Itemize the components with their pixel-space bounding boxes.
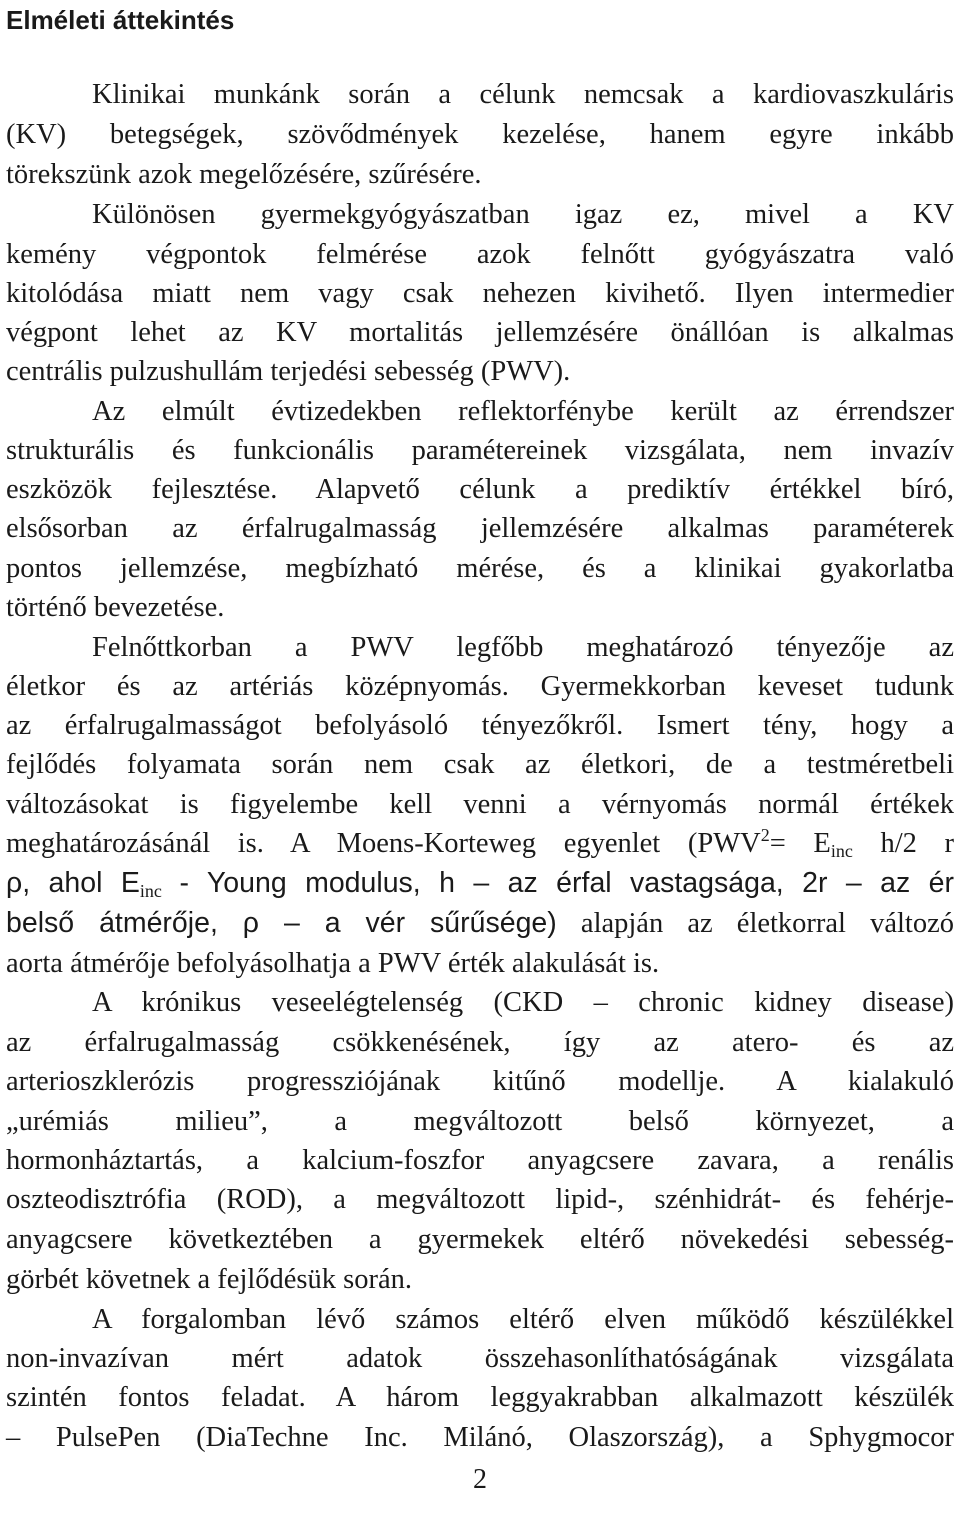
text-line: non-invazívan mért adatok összehasonlíthatóságának vizsgálata bbox=[6, 1343, 954, 1374]
text-line: hormonháztartás, a kalcium-foszfor anyagcsere zavara, a renális bbox=[6, 1145, 954, 1176]
text-line: (KV) betegségek, szövődmények kezelése, hanem egyre inkább bbox=[6, 119, 954, 150]
text-line: törekszünk azok megelőzésére, szűrésére. bbox=[6, 159, 482, 190]
text-segment: ρ, ahol E bbox=[6, 867, 140, 899]
text-line: Klinikai munkánk során a célunk nemcsak a kardiovaszkuláris bbox=[92, 79, 954, 110]
text-line: A forgalomban lévő számos eltérő elven működő készülékkel bbox=[92, 1304, 954, 1335]
text-line: kitolódása miatt nem vagy csak nehezen kivihető. Ilyen intermedier bbox=[6, 278, 954, 309]
text-line: életkor és az artériás középnyomás. Gyermekkorban keveset tudunk bbox=[6, 671, 954, 702]
text-segment: = E bbox=[769, 828, 831, 859]
text-line: történő bevezetése. bbox=[6, 592, 225, 623]
text-line: elsősorban az érfalrugalmasság jellemzésére alkalmas paraméterek bbox=[6, 513, 954, 544]
text-line: arterioszklerózis progressziójának kitűnő modellje. A kialakuló bbox=[6, 1066, 954, 1097]
subscript: inc bbox=[139, 881, 162, 901]
text-line: pontos jellemzése, megbízható mérése, és a klinikai gyakorlatba bbox=[6, 553, 954, 584]
text-segment: meghatározásánál is. A Moens-Korteweg egyenlet (PWV bbox=[6, 828, 761, 859]
formula-line bbox=[6, 904, 954, 943]
text-line: centrális pulzushullám terjedési sebesség (PWV). bbox=[6, 356, 571, 387]
text-line: az érfalrugalmasságot befolyásoló tényezőkről. Ismert tény, hogy a bbox=[6, 710, 954, 741]
formula-line bbox=[6, 824, 954, 863]
text-segment: alapján az életkorral változó bbox=[580, 908, 954, 939]
subscript: inc bbox=[830, 841, 853, 861]
text-line: szintén fontos feladat. A három leggyakrabban alkalmazott készülék bbox=[6, 1382, 954, 1413]
page-number: 2 bbox=[473, 1464, 487, 1495]
text-line: A krónikus veseelégtelenség (CKD – chronic kidney disease) bbox=[92, 987, 954, 1018]
text-line: változásokat is figyelembe kell venni a vérnyomás normál értékek bbox=[6, 789, 954, 820]
text-line: kemény végpontok felmérése azok felnőtt gyógyászatra való bbox=[6, 239, 954, 270]
text-line: végpont lehet az KV mortalitás jellemzésére önállóan is alkalmas bbox=[6, 317, 954, 348]
text-line: aorta átmérője befolyásolhatja a PWV érték alakulását is. bbox=[6, 948, 660, 979]
text-line: „urémiás milieu”, a megváltozott belső környezet, a bbox=[6, 1106, 954, 1137]
text-line: Különösen gyermekgyógyászatban igaz ez, mivel a KV bbox=[92, 199, 954, 230]
text-line: görbét követnek a fejlődésük során. bbox=[6, 1264, 412, 1295]
text-line: strukturális és funkcionális paramétereinek vizsgálata, nem invazív bbox=[6, 435, 954, 466]
text-line: oszteodisztrófia (ROD), a megváltozott lipid-, szénhidrát- és fehérje- bbox=[6, 1184, 954, 1215]
text-line: az érfalrugalmasság csökkenésének, így az atero- és az bbox=[6, 1027, 954, 1058]
text-line: anyagcsere következtében a gyermekek eltérő növekedési sebesség- bbox=[6, 1224, 954, 1255]
text-line: – PulsePen (DiaTechne Inc. Milánó, Olaszország), a Sphygmocor bbox=[6, 1422, 954, 1453]
section-heading: Elméleti áttekintés bbox=[6, 5, 235, 35]
text-line: Az elmúlt évtizedekben reflektorfénybe került az érrendszer bbox=[92, 396, 954, 427]
text-line: eszközök fejlesztése. Alapvető célunk a prediktív értékkel bíró, bbox=[6, 474, 954, 505]
text-segment: h/2 r bbox=[880, 828, 954, 859]
text-segment: - Young modulus, h – az érfal vastagsága, 2r – az ér bbox=[179, 867, 955, 899]
superscript: 2 bbox=[760, 825, 770, 845]
text-line: Felnőttkorban a PWV legfőbb meghatározó tényezője az bbox=[92, 632, 954, 663]
text-line: fejlődés folyamata során nem csak az életkori, de a testméretbeli bbox=[6, 749, 954, 780]
formula-line bbox=[6, 864, 954, 903]
text-segment: belső átmérője, ρ – a vér sűrűsége) bbox=[6, 907, 557, 939]
